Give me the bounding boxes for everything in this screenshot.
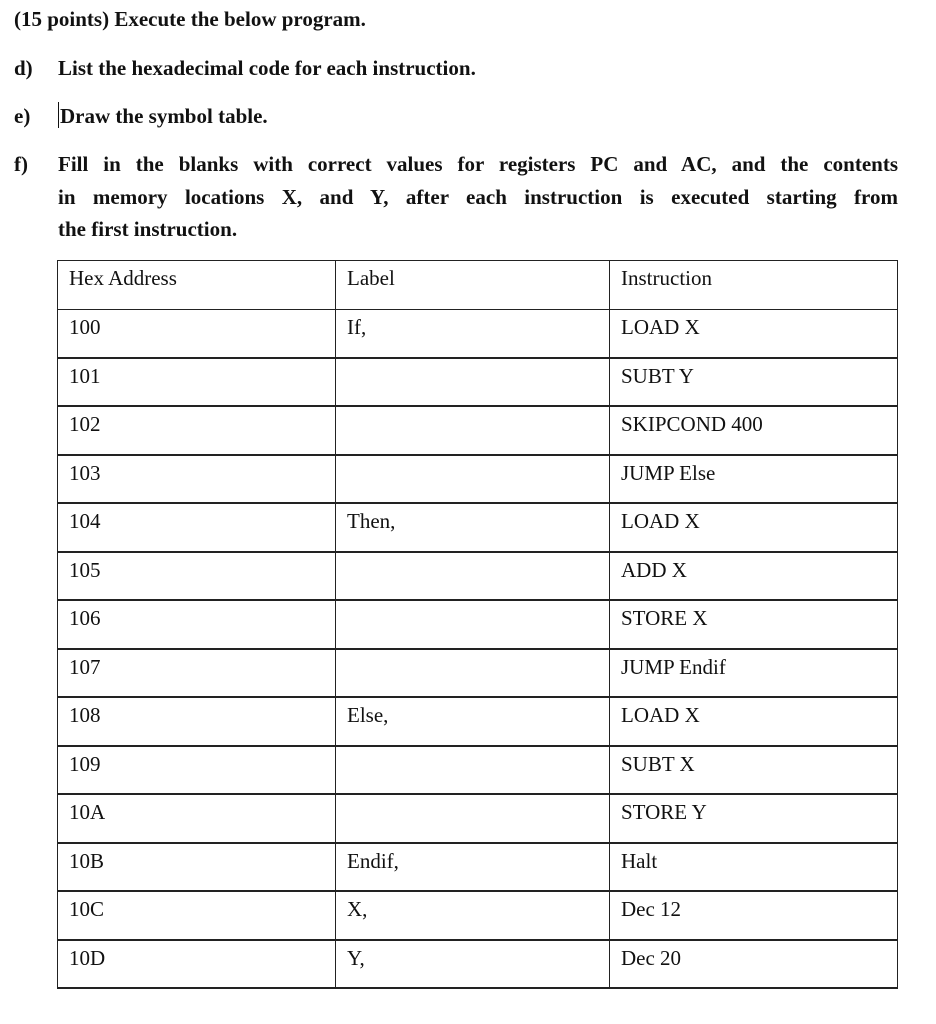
label-cell (336, 746, 610, 795)
hex-address-cell: 10A (58, 794, 336, 843)
instruction-cell: STORE X (610, 600, 898, 649)
table-row (58, 697, 898, 746)
hex-address-cell: 103 (58, 455, 336, 504)
hex-address-cell: 101 (58, 358, 336, 407)
text-cursor (58, 102, 59, 128)
hex-address-cell: 10C (58, 891, 336, 940)
header-instruction: Instruction (610, 261, 898, 310)
instruction-cell: SUBT Y (610, 358, 898, 407)
instruction-cell: SKIPCOND 400 (610, 406, 898, 455)
instruction-cell: LOAD X (610, 503, 898, 552)
question-e-letter: e) (14, 104, 31, 128)
label-cell (336, 552, 610, 601)
header-label: Label (336, 261, 610, 310)
table-row (58, 891, 898, 940)
question-f-line-3: the first instruction. (58, 217, 238, 241)
table-row (58, 455, 898, 504)
hex-address-cell: 10B (58, 843, 336, 892)
question-d-text: List the hexadecimal code for each instruction. (58, 56, 476, 80)
table-row (58, 503, 898, 552)
question-f-line-1: Fill in the blanks with correct values for registers PC and AC, and the contents (58, 152, 898, 176)
label-cell: Endif, (336, 843, 610, 892)
table-row (58, 843, 898, 892)
problem-heading: (15 points) Execute the below program. (14, 7, 366, 31)
table-row (58, 746, 898, 795)
instruction-cell: ADD X (610, 552, 898, 601)
table-row (58, 600, 898, 649)
table-row (58, 794, 898, 843)
instruction-cell: JUMP Endif (610, 649, 898, 698)
header-hex-address: Hex Address (58, 261, 336, 310)
label-cell: Else, (336, 697, 610, 746)
table-row (58, 309, 898, 358)
question-f-text (58, 148, 898, 246)
instruction-cell: SUBT X (610, 746, 898, 795)
hex-address-cell: 108 (58, 697, 336, 746)
instruction-cell: Dec 20 (610, 940, 898, 989)
instruction-cell: STORE Y (610, 794, 898, 843)
hex-address-cell: 109 (58, 746, 336, 795)
label-cell: Y, (336, 940, 610, 989)
table-row (58, 649, 898, 698)
question-e-wrap (58, 100, 268, 132)
label-cell: X, (336, 891, 610, 940)
label-cell (336, 649, 610, 698)
question-d-letter: d) (14, 56, 33, 80)
table-row (58, 940, 898, 989)
program-table (57, 260, 898, 989)
table-row (58, 406, 898, 455)
question-e-text: Draw the symbol table. (60, 104, 268, 128)
instruction-cell: Dec 12 (610, 891, 898, 940)
label-cell: Then, (336, 503, 610, 552)
table-row (58, 552, 898, 601)
question-f-letter: f) (14, 152, 28, 176)
table-row (58, 358, 898, 407)
question-f-line-2: in memory locations X, and Y, after each instruction is executed starting from (58, 184, 898, 209)
hex-address-cell: 107 (58, 649, 336, 698)
label-cell (336, 406, 610, 455)
label-cell (336, 455, 610, 504)
hex-address-cell: 100 (58, 309, 336, 358)
label-cell (336, 600, 610, 649)
instruction-cell: Halt (610, 843, 898, 892)
program-table-body (58, 309, 898, 988)
instruction-cell: JUMP Else (610, 455, 898, 504)
table-header-row (58, 261, 898, 310)
hex-address-cell: 10D (58, 940, 336, 989)
instruction-cell: LOAD X (610, 697, 898, 746)
label-cell: If, (336, 309, 610, 358)
hex-address-cell: 105 (58, 552, 336, 601)
hex-address-cell: 106 (58, 600, 336, 649)
label-cell (336, 794, 610, 843)
hex-address-cell: 102 (58, 406, 336, 455)
hex-address-cell: 104 (58, 503, 336, 552)
instruction-cell: LOAD X (610, 309, 898, 358)
label-cell (336, 358, 610, 407)
